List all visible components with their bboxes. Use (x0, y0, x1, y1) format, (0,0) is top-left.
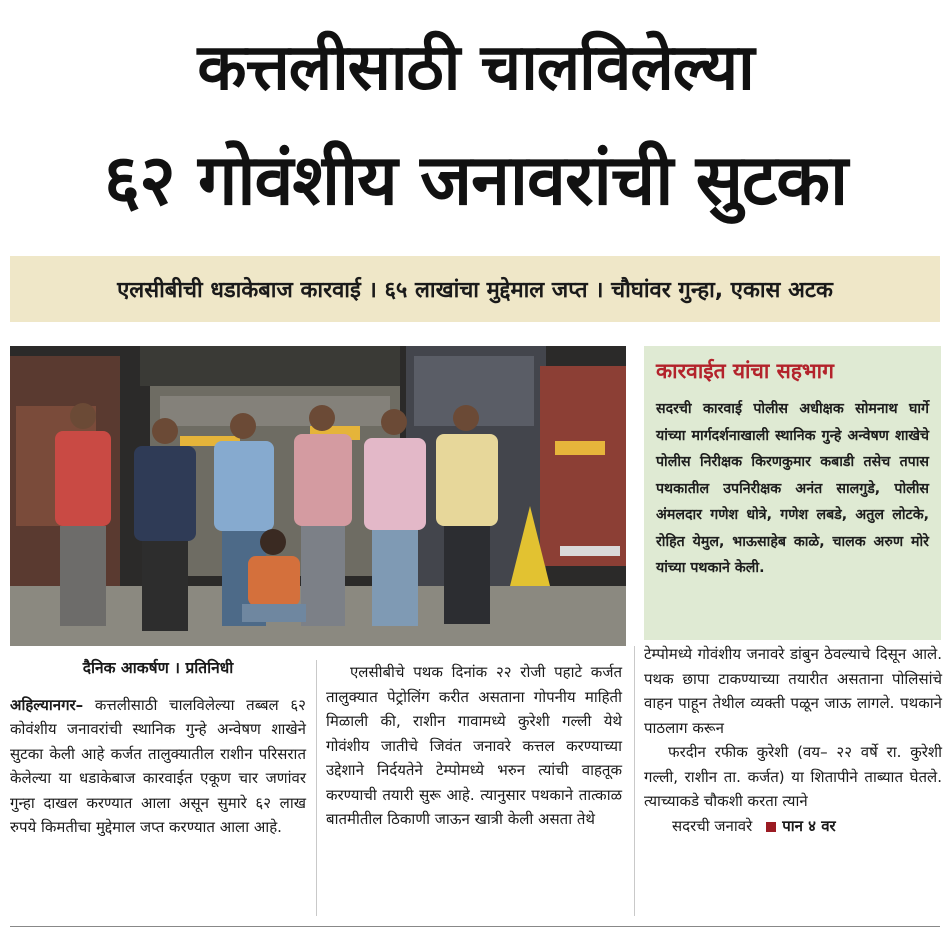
subheadline-deck (10, 256, 940, 322)
continued-marker-icon (766, 822, 776, 832)
byline: दैनिक आकर्षण । प्रतिनिधी (82, 659, 234, 677)
column-3-text-2: फरदीन रफीक कुरेशी (वय– २२ वर्षे रा. कुरेशी गल्ली, राशीन ता. कर्जत) या शितापीने ताब्यात घेतले. त्याच्याकडे चौकशी करता त्याने (644, 743, 942, 810)
column-3-text-3: सदरची जनावरे (672, 816, 753, 835)
headline-line-2: ६२ गोवंशीय जनावरांची सुटका (103, 139, 848, 221)
continued-on-page: पान ४ वर (782, 816, 836, 835)
bottom-rule (10, 926, 940, 927)
news-photo (10, 346, 626, 646)
article-column-3 (644, 642, 942, 838)
column-3-text-1: टेम्पोमध्ये गोवंशीय जनावरे डांबुन ठेवल्याचे दिसून आले. पथक छापा टाकण्याच्या तयारीत असताना पोलिसांचे वाहन पाहून तेथील व्यक्ती पळून जाऊ लागले. पथकाने पाठलाग करून (644, 645, 942, 737)
article-column-1 (10, 656, 306, 840)
sidebar-title: कारवाईत यांचा सहभाग (656, 359, 834, 383)
sidebar-box (644, 346, 941, 640)
police-team-photo (10, 346, 626, 646)
headline-line-1: कत्तलीसाठी चालविलेल्या (197, 31, 754, 105)
column-2-text: एलसीबीचे पथक दिनांक २२ रोजी पहाटे कर्जत तालुक्यात पेट्रोलिंग करीत असताना गोपनीय माहिती मिळाली की, राशीन गावामध्ये कुरेशी गल्ली येथे गोवंशीय जातीचे जिवंत जनावरे कत्तल करण्याच्या उद्देशाने निर्दयतेने टेम्पोमध्ये भरुन त्यांची वाहतूक करण्याची तयारी सुरू आहे. त्यानुसार पथकाने तात्काळ बातमीतील ठिकाणी जाऊन खात्री केली असता तेथे (326, 663, 622, 828)
column-divider (634, 646, 635, 916)
dateline: अहिल्यानगर– (10, 695, 84, 714)
column-3-last-line (644, 814, 942, 839)
column-1-text: कत्तलीसाठी चालविलेल्या तब्बल ६२ कोवंशीय जनावरांची स्थानिक गुन्हे अन्वेषण शाखेने सुटका केली आहे कर्जत तालुक्यातील राशीन परिसरात केलेल्या या धडाकेबाज कारवाईत एकूण चार जणांवर गुन्हा दाखल करण्यात आला असून सुमारे ६२ लाख रुपये किमतीचा मुद्देमाल जप्त करण्यात आला आहे. (10, 695, 306, 836)
column-divider (316, 660, 317, 916)
article-column-2 (326, 660, 622, 832)
sidebar-body: सदरची कारवाई पोलीस अधीक्षक सोमनाथ घार्गे यांच्या मार्गदर्शनाखाली स्थानिक गुन्हे अन्वेषण शाखेचे पोलीस निरीक्षक किरणकुमार कबाडी तसेच तपास पथकातील उपनिरीक्षक अनंत सालगुडे, पोलीस अंमलदार गणेश धोत्रे, गणेश लबडे, अतुल लोटके, रोहित येमुल, भाऊसाहेब काळे, चालक अरुण मोरे यांच्या पथकाने केली. (656, 401, 929, 576)
subheadline-text: एलसीबीची धडाकेबाज कारवाई । ६५ लाखांचा मुद्देमाल जप्त । चौघांवर गुन्हा, एकास अटक (117, 278, 833, 303)
